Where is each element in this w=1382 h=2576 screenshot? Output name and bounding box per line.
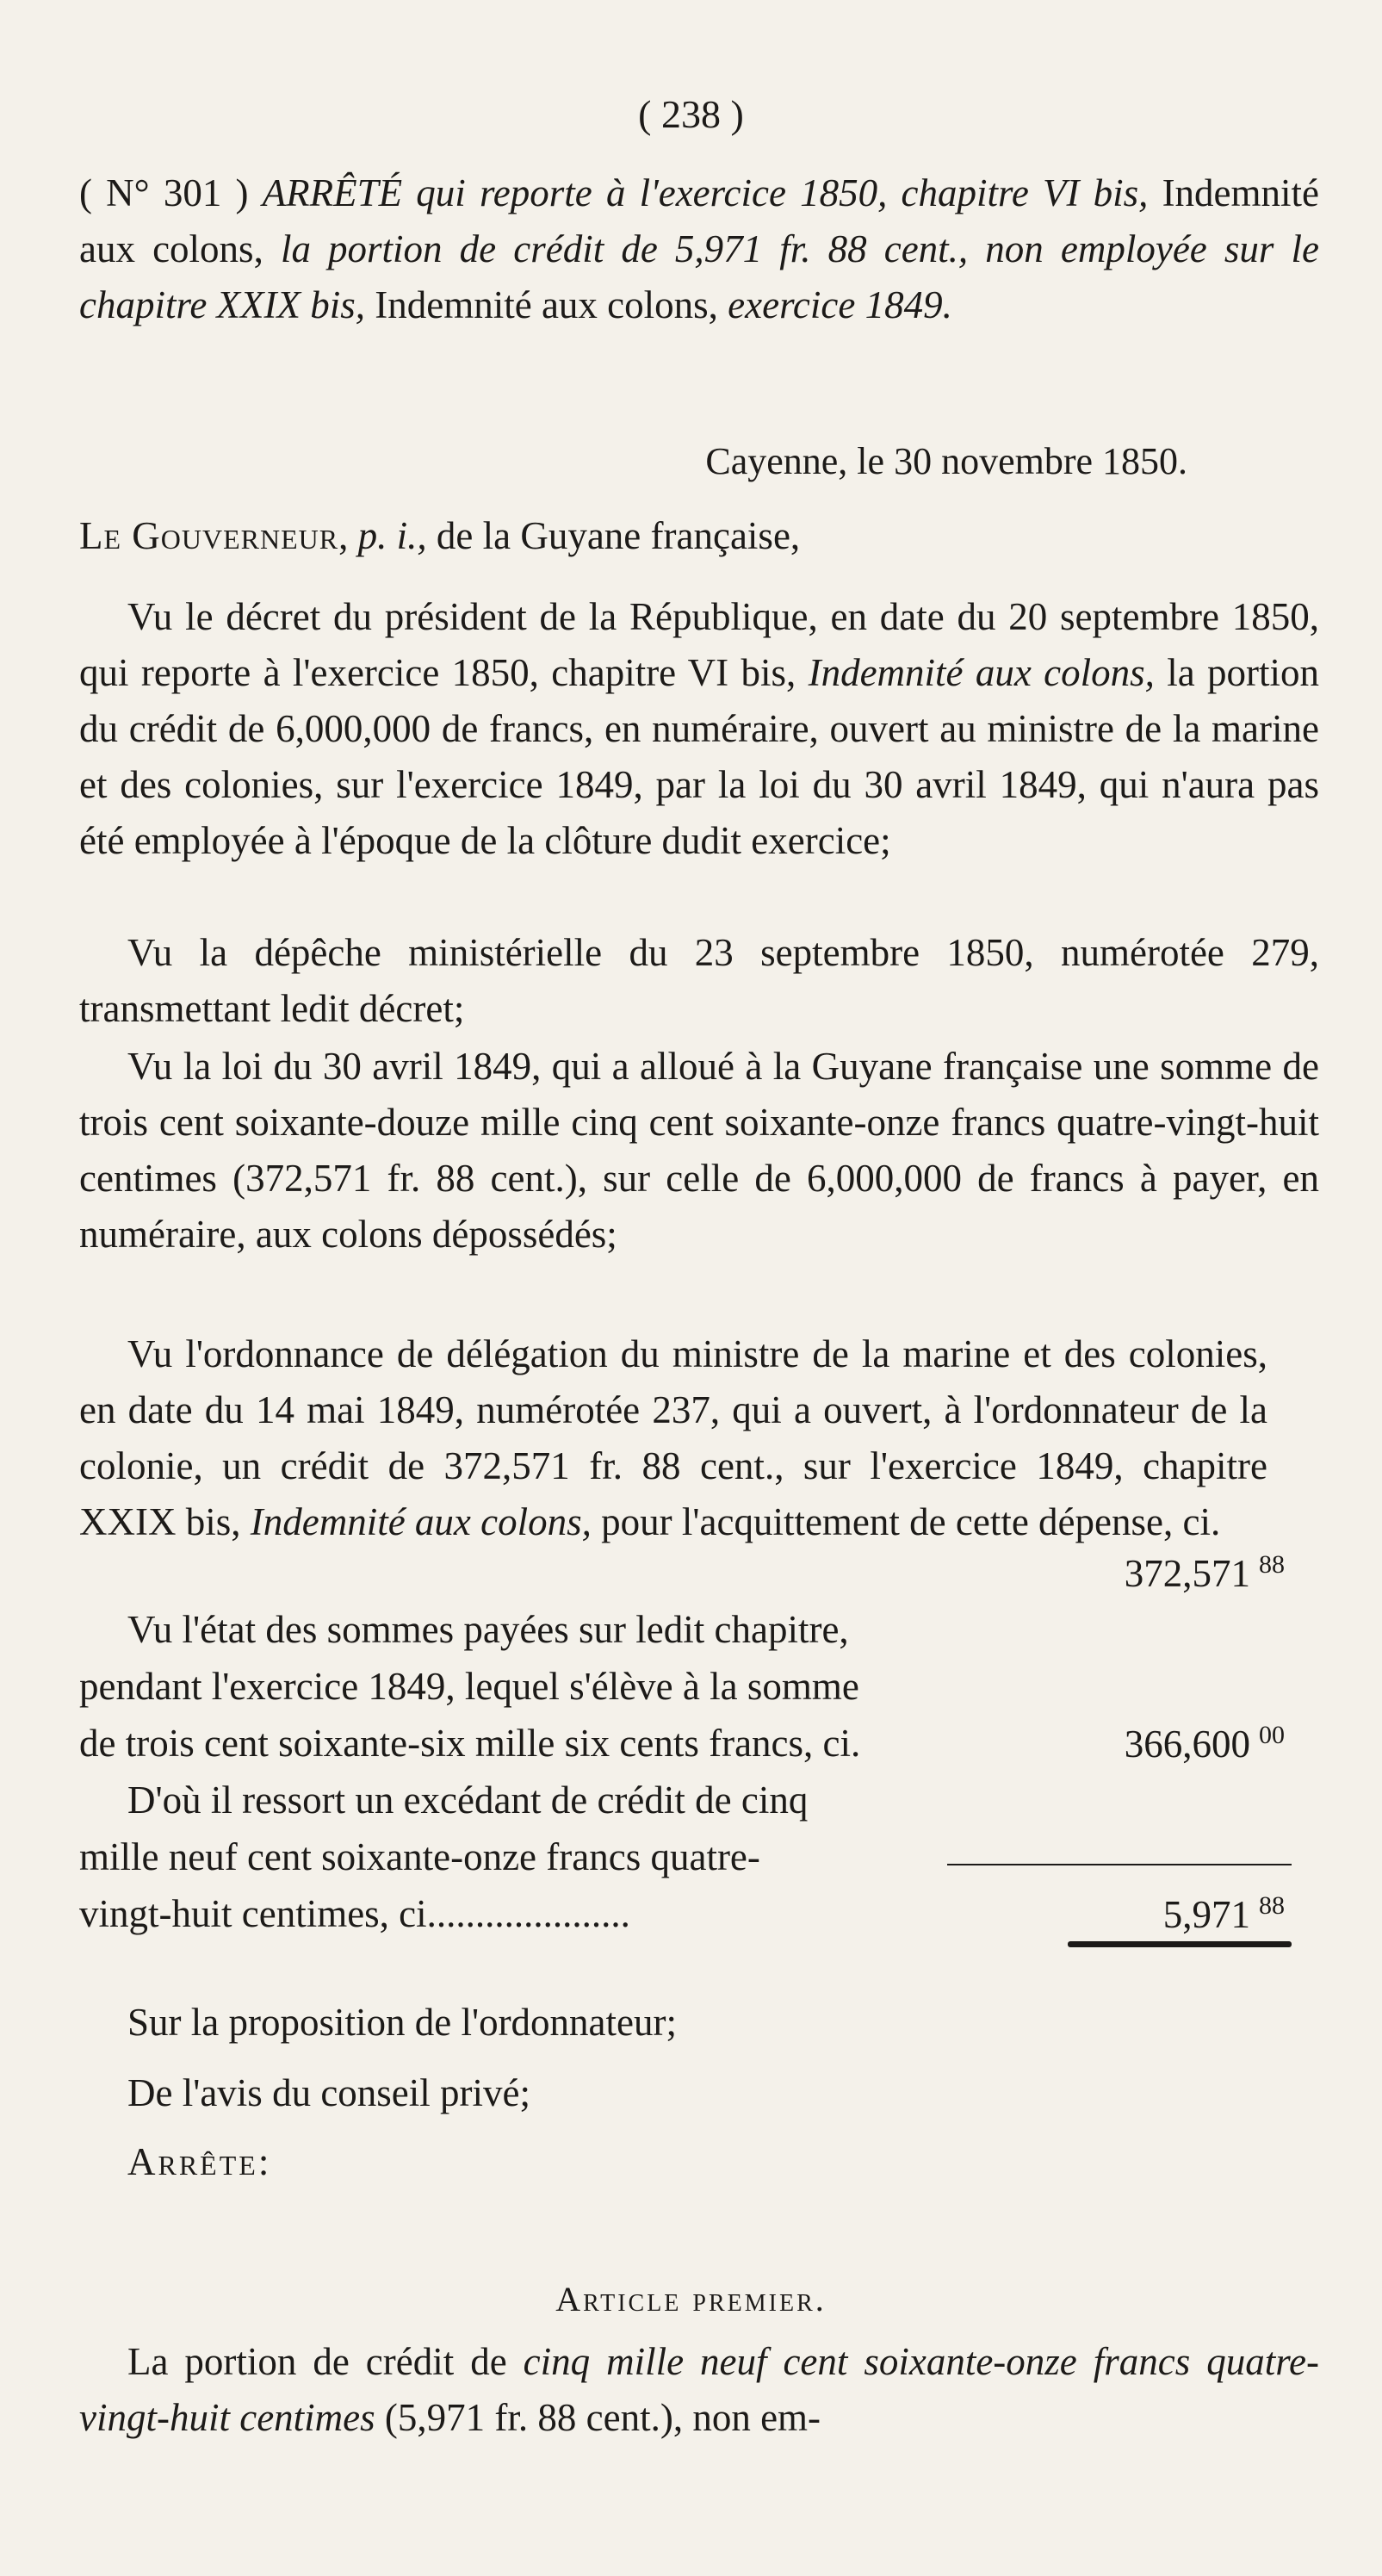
amount-surplus-cents: 88 — [1259, 1891, 1285, 1920]
vu-depeche-paragraph — [79, 925, 1319, 1037]
page-number: ( 238 ) — [638, 92, 744, 136]
title-italic-2: la portion de crédit de 5,971 fr. 88 cent., non employée sur le chapitre XXIX bis, — [79, 227, 1319, 326]
governor-pi: p. i., — [357, 514, 427, 557]
governor-rest: de la Guyane française, — [436, 514, 801, 557]
subtraction-rule — [947, 1864, 1292, 1865]
vu-ordonnance-text-a: Vu l'ordonnance de délégation du ministre de la marine et des colonies, en date du 14 mai 1849, numérotée 237, qui a ouvert, à l'ordonnateur de la colonie, un crédit de 372,571 fr. 88 cent., sur l'exercice 1849, chapitre XXIX bis, — [79, 1332, 1267, 1543]
decree-number: ( N° 301 ) — [79, 171, 249, 214]
vu-ordonnance-italic: Indemnité aux colons, — [250, 1500, 592, 1543]
proposition-line — [79, 1995, 1319, 2051]
title-arrete: ARRÊTÉ — [262, 171, 403, 214]
vu-loi-paragraph — [79, 1039, 1319, 1263]
vu-decret-text-b: la portion du crédit de 6,000,000 de francs, en numéraire, ouvert au ministre de la marine et des colonies, sur l'exercice 1849, par la loi du 30 avril 1849, qui n'aura pas été employée à l'époque de la clôture dudit exercice; — [79, 651, 1320, 862]
article-heading: Article premier. — [555, 2280, 827, 2318]
avis-line — [79, 2065, 1319, 2121]
article-text-a: La portion de crédit de — [127, 2340, 507, 2383]
governor-line: Le Gouverneur, p. i., de la Guyane française, — [79, 514, 801, 557]
avis-text: De l'avis du conseil privé; — [127, 2071, 530, 2114]
title-italic-3: exercice 1849. — [728, 283, 952, 326]
amount-credit-row — [79, 1550, 1319, 1607]
vu-etat-line-1: Vu l'état des sommes payées sur ledit chapitre, — [127, 1608, 849, 1651]
title-roman-2: Indemnité aux colons, — [375, 283, 718, 326]
vu-etat-line-2: pendant l'exercice 1849, lequel s'élève à la somme — [79, 1665, 859, 1708]
article-italic: cinq mille neuf cent soixante-onze francs quatre-vingt-huit centimes — [79, 2340, 1320, 2439]
arrete-label-text: Arrête: — [127, 2140, 272, 2183]
vu-loi-text: Vu la loi du 30 avril 1849, qui a alloué à la Guyane française une somme de trois cent soixante-douze mille cinq cent soixante-onze francs quatre-vingt-huit centimes (372,571 fr. 88 cent.), sur celle de 6,000,000 de francs à payer, en numéraire, aux colons dépossédés; — [79, 1045, 1319, 1256]
excedant-block — [79, 1778, 1319, 1948]
place-date: Cayenne, le 30 novembre 1850. — [705, 440, 1187, 482]
amount-paid-cents: 00 — [1259, 1721, 1285, 1749]
decree-title — [79, 165, 1319, 333]
vu-etat-block — [79, 1607, 1319, 1778]
vu-decret-italic: Indemnité aux colons, — [808, 651, 1155, 694]
total-rule — [1068, 1941, 1292, 1947]
proposition-text: Sur la proposition de l'ordonnateur; — [127, 2001, 677, 2044]
vu-etat-line-3: de trois cent soixante-six mille six cents francs, ci. — [79, 1722, 861, 1765]
vu-decret-paragraph — [79, 589, 1319, 869]
excedant-line-2: mille neuf cent soixante-onze francs quatre- — [79, 1835, 760, 1878]
vu-ordonnance-text-b: pour l'acquittement de cette dépense, ci. — [601, 1500, 1221, 1543]
governor-title: Le Gouverneur — [79, 514, 339, 557]
amount-surplus — [1163, 1891, 1285, 1937]
excedant-line-3: vingt-huit centimes, ci..................... — [79, 1892, 630, 1935]
article-text-b: (5,971 fr. 88 cent.), non em- — [384, 2396, 821, 2439]
amount-paid — [1125, 1721, 1285, 1766]
excedant-line-1: D'où il ressort un excédant de crédit de cinq — [127, 1778, 809, 1822]
vu-depeche-text: Vu la dépêche ministérielle du 23 septembre 1850, numérotée 279, transmettant ledit décret; — [79, 931, 1319, 1030]
amount-surplus-value: 5,971 — [1162, 1893, 1250, 1936]
title-roman-1: Indemnité aux colons, — [79, 171, 1320, 270]
title-italic-1: qui reporte à l'exercice 1850, chapitre VI bis, — [416, 171, 1149, 214]
amount-paid-value: 366,600 — [1124, 1723, 1250, 1766]
vu-decret-text-a: Vu le décret du président de la République, en date du 20 septembre 1850, qui reporte à l'exercice 1850, chapitre VI bis, — [79, 595, 1319, 694]
amount-credit-cents: 88 — [1259, 1550, 1285, 1579]
amount-credit-value: 372,571 — [1124, 1552, 1250, 1595]
amount-credit — [1125, 1550, 1285, 1596]
vu-ordonnance-paragraph — [79, 1326, 1267, 1550]
article-paragraph — [79, 2334, 1319, 2446]
arrete-label — [79, 2134, 1319, 2190]
